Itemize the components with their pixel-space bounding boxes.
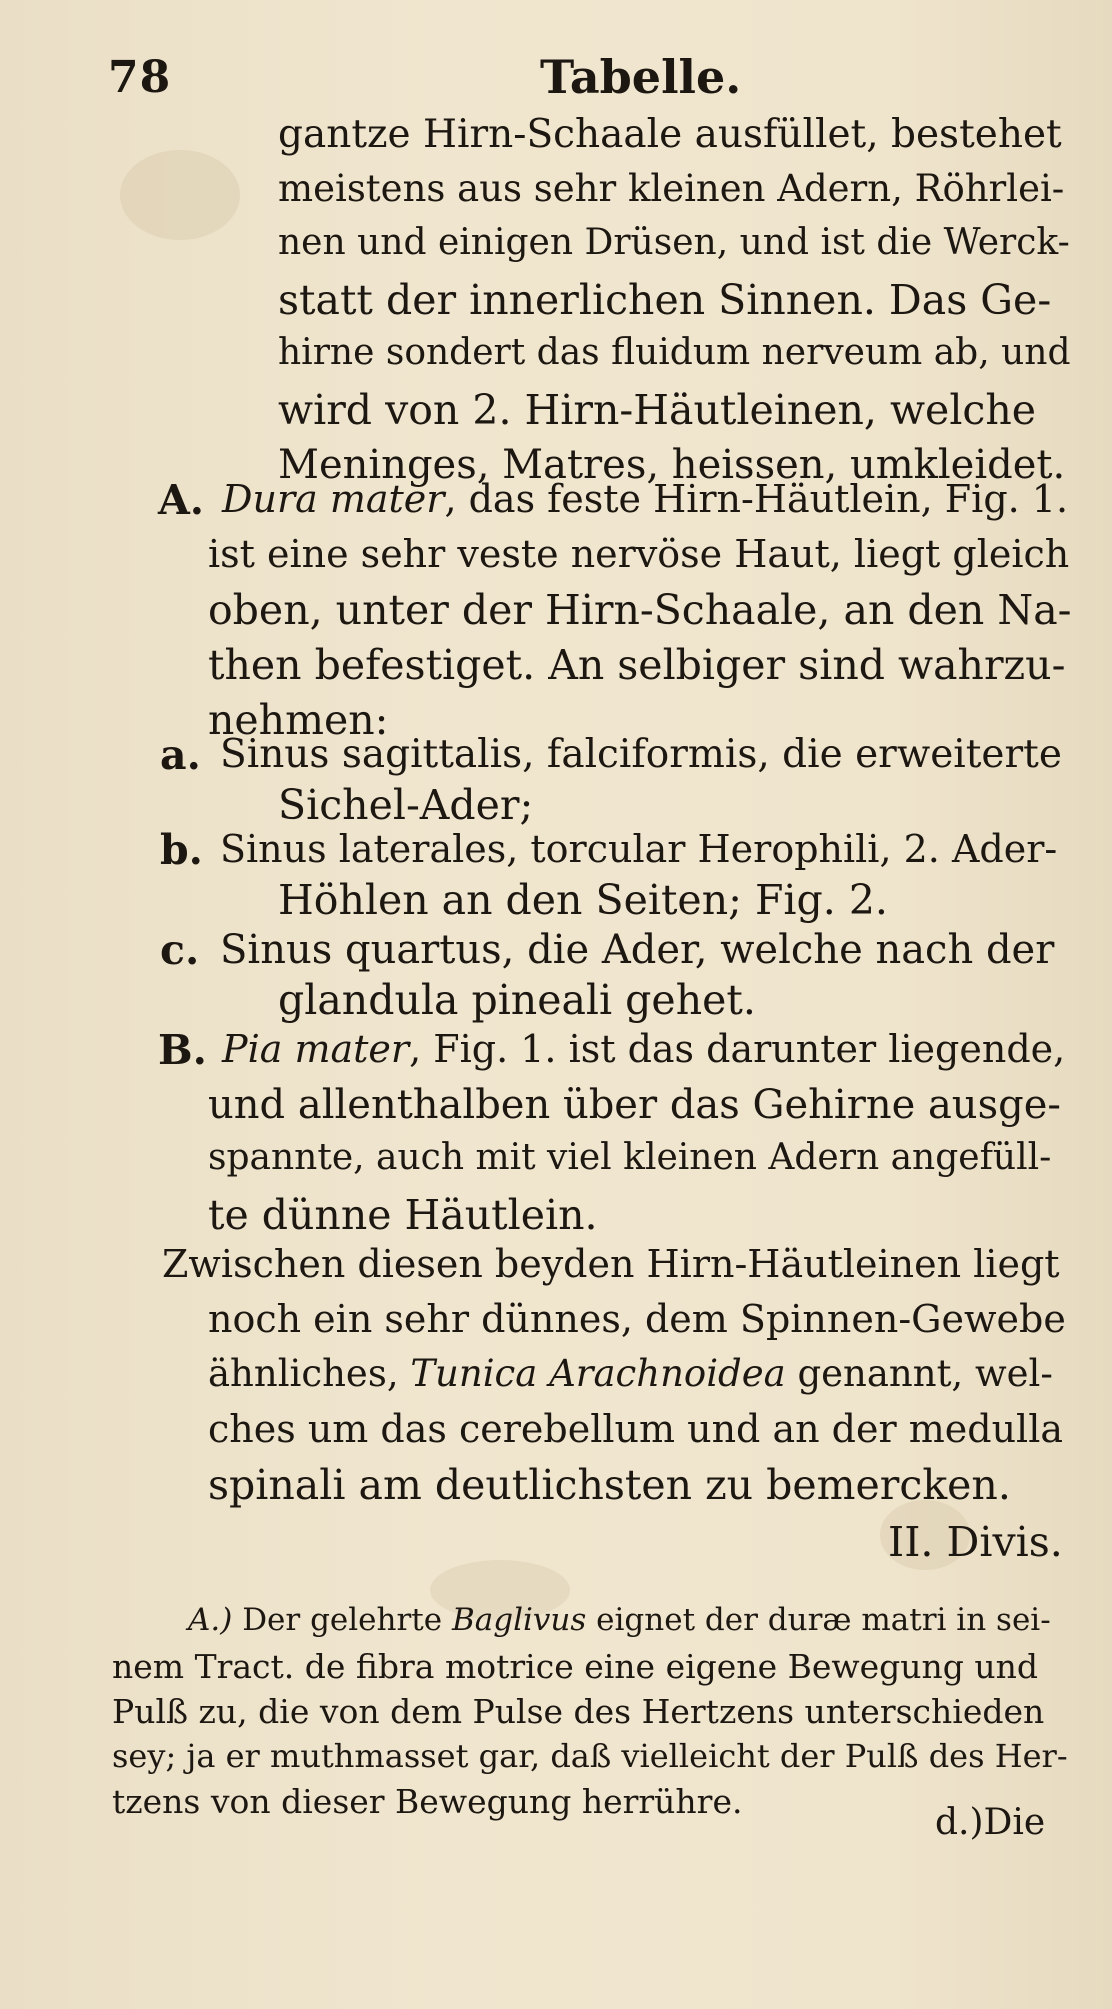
closing-text: ähnliches, (208, 1352, 399, 1395)
text-line: glandula pineali gehet. (278, 976, 756, 1024)
footnote-label: A.) (188, 1602, 233, 1638)
item-marker-c: c. (160, 926, 200, 974)
text-line: ist eine sehr veste nervöse Haut, liegt gleich (208, 532, 1070, 576)
text-line: statt der innerlichen Sinnen. Das Ge- (278, 276, 1052, 324)
text-line: Höhlen an den Seiten; Fig. 2. (278, 876, 888, 924)
closing-arachnoid-line (208, 1352, 1053, 1395)
text-line: wird von 2. Hirn-Häutleinen, welche (278, 386, 1037, 434)
text-line: spannte, auch mit viel kleinen Adern angefüll- (208, 1137, 1052, 1178)
text-line: Sinus sagittalis, falciformis, die erweiterte (220, 732, 1062, 777)
footnote-line: nem Tract. de fibra motrice eine eigene Bewegung und (112, 1647, 1039, 1686)
text-line: te dünne Häutlein. (208, 1191, 598, 1239)
pia-mater-term: Pia mater (222, 1027, 410, 1071)
text-line: spinali am deutlichsten zu bemercken. (208, 1461, 1011, 1509)
section-marker-a: A. (158, 476, 205, 524)
text-line: Sinus quartus, die Ader, welche nach der (220, 927, 1055, 973)
footnote-line: Pulß zu, die von dem Pulse des Hertzens unterschieden (112, 1692, 1045, 1731)
text-line: then befestiget. An selbiger sind wahrzu- (208, 641, 1066, 689)
pia-mater-desc: , Fig. 1. ist das darunter liegende, (409, 1027, 1066, 1071)
section-b-first-line (222, 1027, 1066, 1071)
item-marker-a: a. (160, 731, 201, 779)
text-line: Zwischen diesen beyden Hirn-Häutleinen liegt (162, 1242, 1060, 1286)
footnote-line: tzens von dieser Bewegung herrühre. (112, 1782, 743, 1821)
closing-text: genannt, wel- (797, 1352, 1053, 1395)
arachnoid-term: Tunica Arachnoidea (410, 1352, 786, 1395)
text-line: nen und einigen Drüsen, und ist die Werck- (278, 222, 1070, 263)
running-head: Tabelle. (540, 50, 742, 104)
text-line: Meninges, Matres, heissen, umkleidet. (278, 442, 1066, 488)
footnote-author: Baglivus (451, 1602, 587, 1638)
text-line: Sichel-Ader; (278, 781, 534, 829)
section-a-first-line (222, 477, 1069, 521)
catchword: d.)Die (935, 1802, 1046, 1843)
footnote-text: eignet der duræ matri in sei- (596, 1602, 1051, 1638)
dura-mater-desc: , das feste Hirn-Häutlein, Fig. 1. (444, 477, 1069, 521)
page-number: 78 (108, 52, 172, 103)
text-line: Sinus laterales, torcular Herophili, 2. Ader- (220, 827, 1058, 871)
text-line: oben, unter der Hirn-Schaale, an den Na- (208, 586, 1072, 634)
section-marker-b: B. (158, 1026, 207, 1074)
text-line: hirne sondert das fluidum nerveum ab, und (278, 332, 1071, 373)
text-line: ches um das cerebellum und an der medulla (208, 1407, 1063, 1451)
paper-stain (120, 150, 240, 240)
footnote-text: Der gelehrte (242, 1602, 443, 1638)
text-line: meistens aus sehr kleinen Adern, Röhrlei- (278, 167, 1065, 210)
item-marker-b: b. (160, 826, 203, 874)
text-line: noch ein sehr dünnes, dem Spinnen-Gewebe (208, 1297, 1066, 1341)
footnote-line: sey; ja er muthmasset gar, daß vielleicht der Pulß des Her- (112, 1737, 1068, 1775)
text-line: gantze Hirn-Schaale ausfüllet, bestehet (278, 112, 1062, 157)
text-line: und allenthalben über das Gehirne ausge- (208, 1082, 1061, 1128)
dura-mater-term: Dura mater (222, 477, 445, 521)
division-heading: II. Divis. (888, 1518, 1063, 1566)
text-line: nehmen: (208, 696, 389, 744)
footnote-first-line (188, 1602, 1051, 1638)
